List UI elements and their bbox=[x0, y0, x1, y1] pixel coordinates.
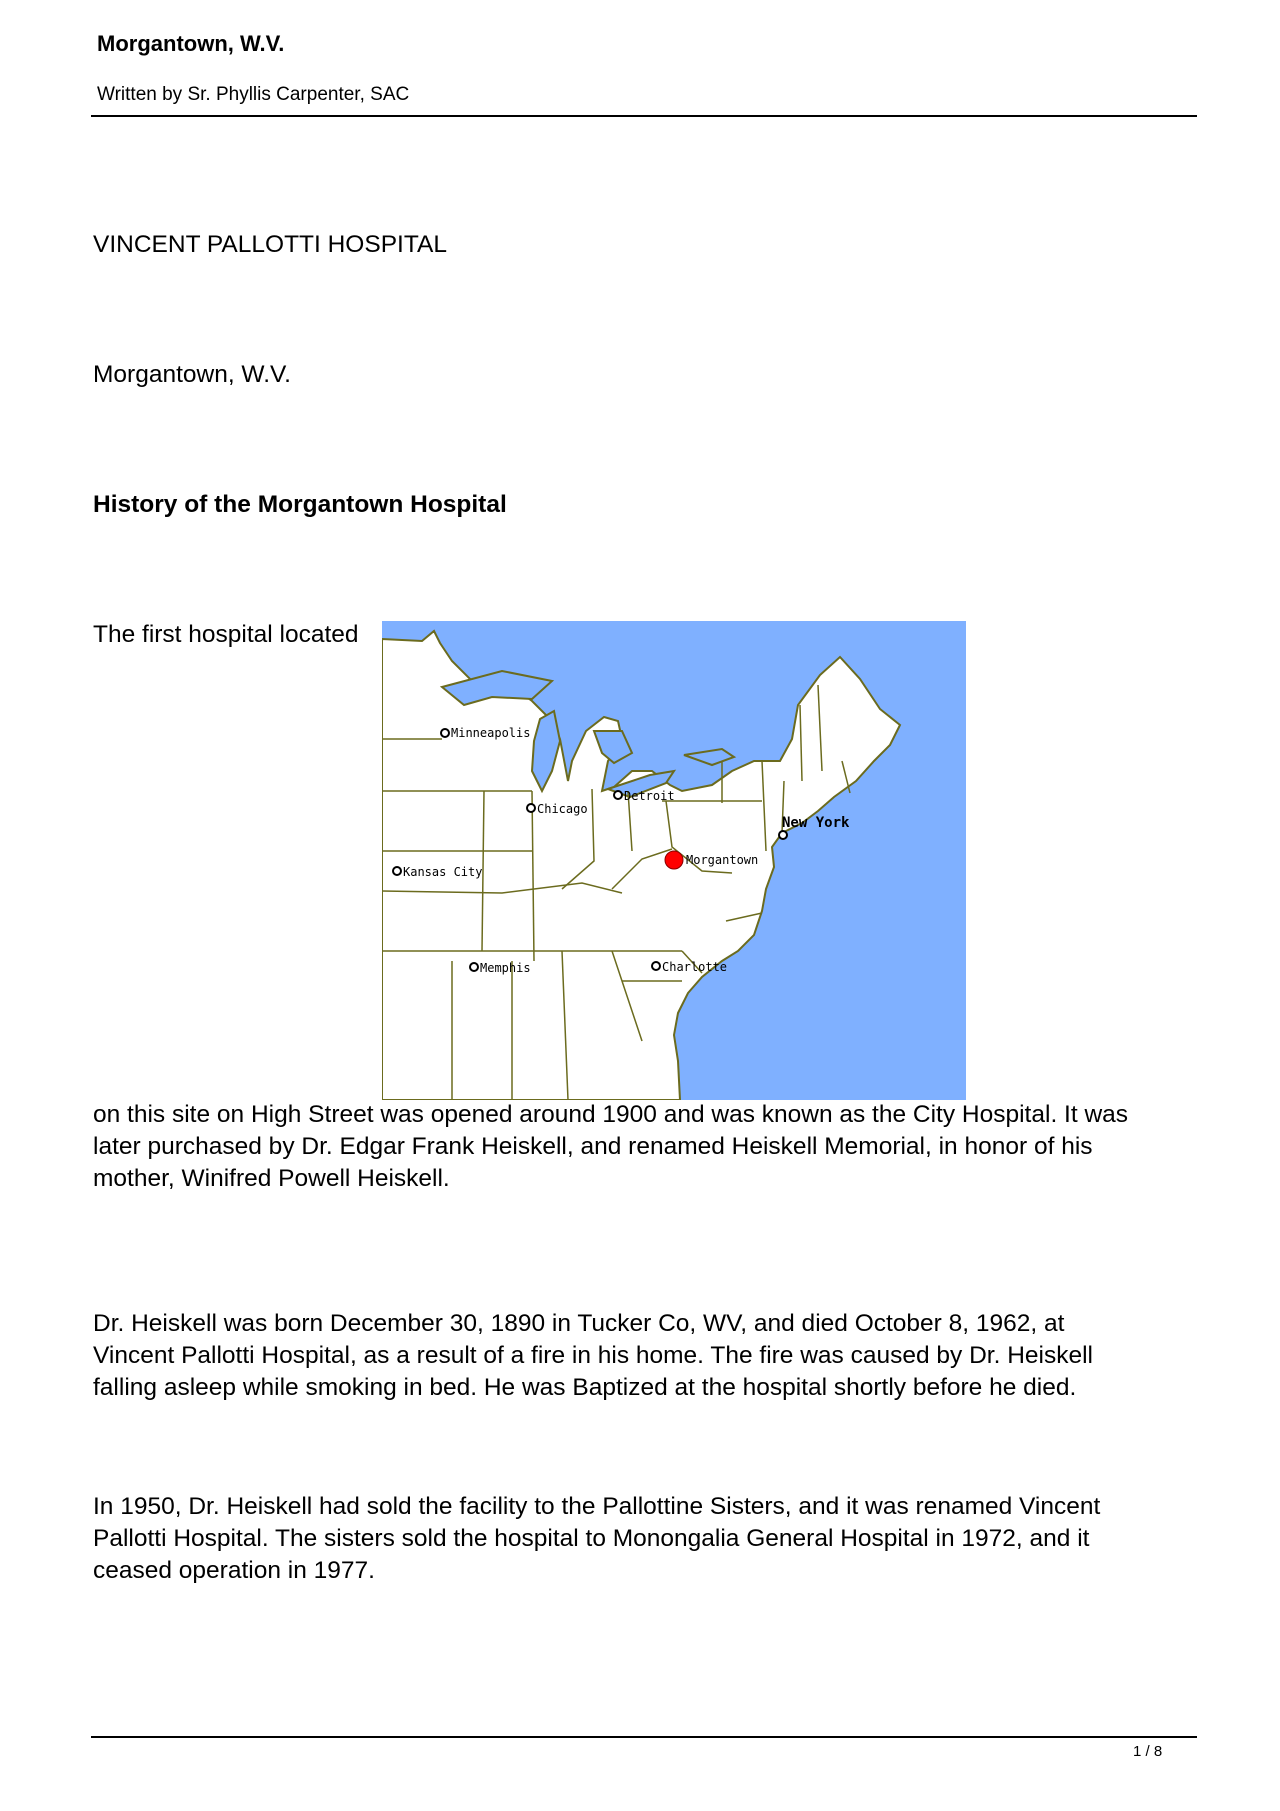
svg-text:Minneapolis: Minneapolis bbox=[451, 726, 531, 740]
city-minneapolis bbox=[441, 726, 530, 740]
svg-text:Charlotte: Charlotte bbox=[662, 960, 728, 974]
paragraph-2-line: Vincent Pallotti Hospital, as a result of a fire in his home. The fire was caused by Dr. Heiskell bbox=[93, 1342, 1093, 1369]
paragraph-2-line: falling asleep while smoking in bed. He was Baptized at the hospital shortly before he died. bbox=[93, 1374, 1077, 1401]
city-chicago bbox=[527, 802, 588, 816]
svg-text:Chicago: Chicago bbox=[537, 802, 588, 816]
paragraph-3-line: Pallotti Hospital. The sisters sold the hospital to Monongalia General Hospital in 1972, and it bbox=[93, 1525, 1090, 1552]
section-title: History of the Morgantown Hospital bbox=[93, 491, 507, 518]
svg-text:New York: New York bbox=[782, 815, 850, 831]
footer-rule bbox=[91, 1736, 1197, 1738]
hospital-heading: VINCENT PALLOTTI HOSPITAL bbox=[93, 231, 447, 258]
paragraph-1-line: on this site on High Street was opened around 1900 and was known as the City Hospital. It was bbox=[93, 1101, 1129, 1128]
svg-text:Memphis: Memphis bbox=[480, 961, 531, 975]
eastern-us-map bbox=[382, 621, 966, 1100]
svg-text:Detroit: Detroit bbox=[624, 789, 675, 803]
svg-text:Kansas City: Kansas City bbox=[403, 865, 483, 879]
paragraph-1-line: later purchased by Dr. Edgar Frank Heiskell, and renamed Heiskell Memorial, in honor of his bbox=[93, 1133, 1093, 1160]
paragraph-3 bbox=[93, 1491, 1193, 1587]
paragraph-1-line: mother, Winifred Powell Heiskell. bbox=[93, 1165, 450, 1192]
paragraph-3-line: In 1950, Dr. Heiskell had sold the facility to the Pallottine Sisters, and it was renamed Vincent bbox=[93, 1493, 1101, 1520]
city-kansas-city bbox=[393, 865, 482, 879]
city-charlotte bbox=[652, 960, 727, 974]
page-number: 1 / 8 bbox=[1133, 1743, 1163, 1760]
city-detroit bbox=[614, 789, 675, 803]
paragraph-2-line: Dr. Heiskell was born December 30, 1890 in Tucker Co, WV, and died October 8, 1962, at bbox=[93, 1310, 1065, 1337]
location-line: Morgantown, W.V. bbox=[93, 361, 291, 388]
paragraph-3-line: ceased operation in 1977. bbox=[93, 1557, 375, 1584]
header-title: Morgantown, W.V. bbox=[97, 31, 285, 56]
city-memphis bbox=[470, 961, 531, 975]
paragraph-1 bbox=[93, 1099, 1193, 1195]
svg-text:Morgantown: Morgantown bbox=[686, 853, 759, 867]
city-morgantown bbox=[665, 851, 758, 869]
intro-fragment: The first hospital located bbox=[93, 621, 359, 648]
header-rule bbox=[91, 115, 1197, 117]
paragraph-2 bbox=[93, 1308, 1193, 1404]
header-author: Written by Sr. Phyllis Carpenter, SAC bbox=[97, 84, 410, 105]
